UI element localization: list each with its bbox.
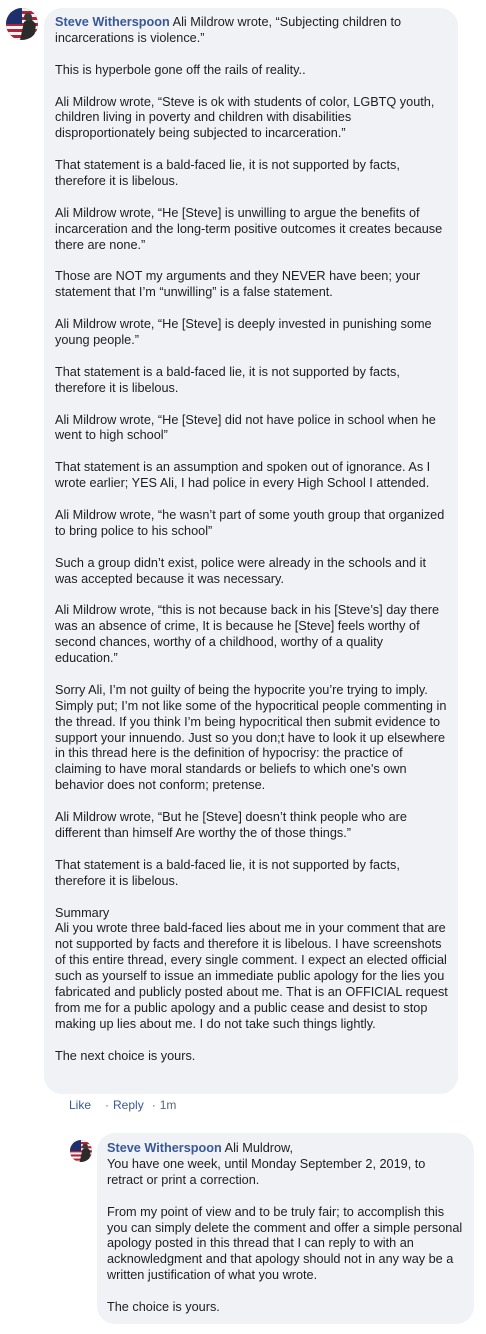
comment-paragraph: Ali Mildrow wrote, “But he [Steve] doesn’t think people who are different than himself Are worthy the of those things.” <box>55 810 411 840</box>
author-name[interactable]: Steve Witherspoon <box>55 15 170 29</box>
comment-paragraph: Ali Mildrow wrote, “he wasn’t part of some youth group that organized to bring police to his school” <box>55 507 448 538</box>
comment-paragraph: Ali Mildrow wrote, “He [Steve] is deeply invested in punishing some young people.” <box>55 317 436 348</box>
comment-paragraph: Ali Mildrow wrote, “He [Steve] did not have police in school when he went to high school” <box>55 412 440 443</box>
comment-actions <box>69 1098 176 1112</box>
comment-paragraph: Ali Mildrow wrote, “Steve is ok with students of color, LGBTQ youth, children living in poverty and children with disabilities disproportionately being subjected to incarceration.” <box>55 94 438 141</box>
author-name[interactable]: Steve Witherspoon <box>107 1141 222 1155</box>
reply-body <box>107 1141 464 1316</box>
flag-avatar-icon <box>70 1140 92 1162</box>
reply-paragraph: From my point of view and to be truly fair; to accomplish this you can simply delete the comment and offer a simple personal apology posted in this thread that I can reply to with an acknowledgment and that apology should not in any way be a written justification of what you wrote. <box>107 1204 466 1283</box>
comment-paragraph <box>55 15 448 47</box>
avatar[interactable] <box>6 8 38 40</box>
comment-paragraph-text: Ali Mildrow wrote, “Subjecting children to incarcerations is violence.” <box>55 15 405 45</box>
comment-bubble <box>44 8 458 1094</box>
comment-paragraph: Ali Mildrow wrote, “He [Steve] is unwilling to argue the benefits of incarceration and the long-term positive outcomes it creates because there are none.” <box>55 205 446 252</box>
comment-paragraph: The next choice is yours. <box>55 1048 196 1063</box>
comment-paragraph: That statement is a bald-faced lie, it is not supported by facts, therefore it is libelous. <box>55 364 404 395</box>
reply-paragraph: The choice is yours. <box>107 1300 220 1315</box>
comment-paragraph: That statement is a bald-faced lie, it is not supported by facts, therefore it is libelous. <box>55 158 404 189</box>
comment-body <box>55 15 448 1065</box>
timestamp[interactable]: 1m <box>159 1098 177 1112</box>
comment-paragraph: That statement is an assumption and spoken out of ignorance. As I wrote earlier; YES Ali, I had police in every High School I attended. <box>55 460 434 491</box>
reply-bubble <box>97 1133 474 1324</box>
reply-button[interactable]: Reply <box>113 1098 144 1112</box>
comment-paragraph: That statement is a bald-faced lie, it is not supported by facts, therefore it is libelous. <box>55 857 404 888</box>
comment-paragraph: Sorry Ali, I’m not guilty of being the hypocrite you’re trying to imply. Simply put; I’m not like some of the hypocritical people commenting in the thread. If you think I’m being hypocritical then submit evidence to support your innuendo. Just so you don;t have to look it up elsewhere in this thread here is the definition of hypocrisy: the practice of claiming to have moral standards or beliefs to which one's own behavior does not conform; pretense. <box>55 682 450 793</box>
like-button[interactable]: Like <box>69 1098 92 1112</box>
reply-paragraph-text: Ali Muldrow, You have one week, until Monday September 2, 2019, to retract or print a correction. <box>107 1141 426 1187</box>
separator-dot: · <box>151 1098 156 1112</box>
comment-paragraph: Ali Mildrow wrote, “this is not because back in his [Steve’s] day there was an absence of crime, It is because he [Steve] feels worthy of second chances, worthy of a childhood, worthy of a quality education.” <box>55 603 443 666</box>
separator-dot: · <box>105 1098 110 1112</box>
flag-avatar-icon <box>6 8 38 40</box>
comment-paragraph: Such a group didn’t exist, police were already in the schools and it was accepted because it was necessary. <box>55 555 430 586</box>
comment-paragraph: Those are NOT my arguments and they NEVER have been; your statement that I’m “unwilling” is a false statement. <box>55 269 424 300</box>
reply-avatar[interactable] <box>70 1140 92 1162</box>
comment-paragraph: Summary Ali you wrote three bald-faced lies about me in your comment that are not supported by facts and therefore it is libelous. I have screenshots of this entire thread, every single comment. I expect an elected official such as yourself to issue an immediate public apology for the lies you fabricated and publicly posted about me. That is an OFFICIAL request from me for a public apology and a public cease and desist to stop making up lies about me. I do not take such things lightly. <box>55 905 448 1031</box>
comment-paragraph: This is hyperbole gone off the rails of reality.. <box>55 62 306 77</box>
reply-paragraph <box>107 1141 464 1189</box>
